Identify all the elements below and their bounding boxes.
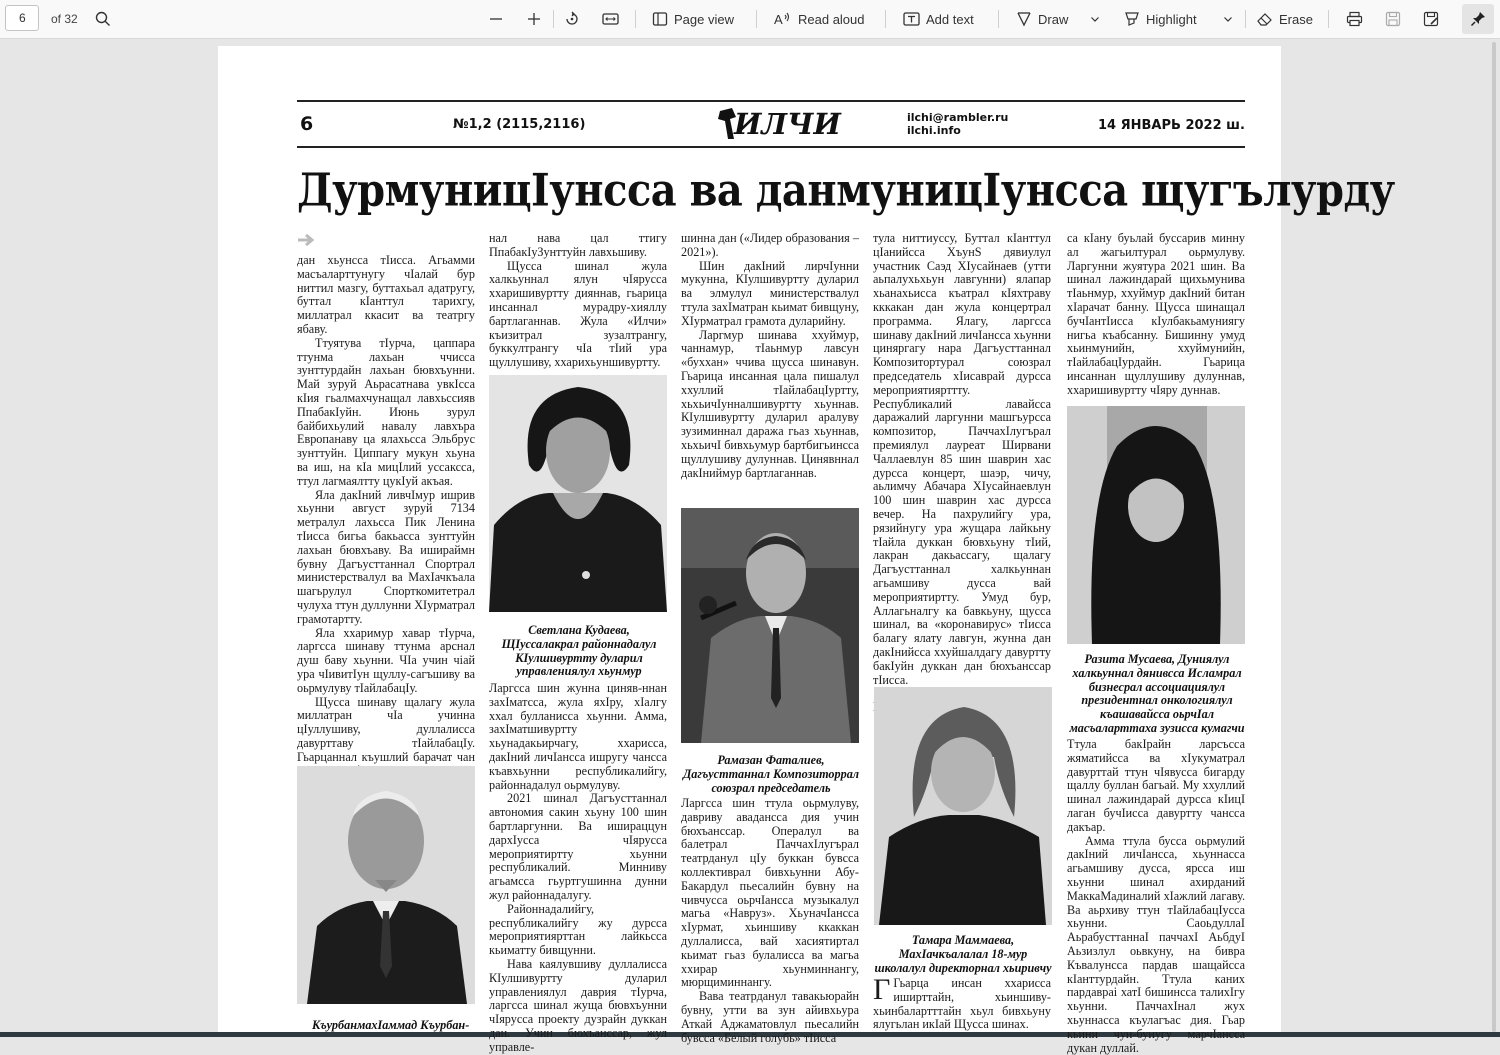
logo-text: ИЛЧИ [734,107,841,141]
read-aloud-label: Read aloud [798,11,865,27]
erase-icon [1256,11,1273,27]
highlight-chevron-down-icon[interactable] [1223,0,1233,38]
col1-paragraph: Яла дакIний ливчIмур ишрив хьунни август зуруй 7134 метралул лахьсса Пик Ленина тIисса бигьа бакьасса зунттуйн лахьан бювхъаву. Ва ишираймн бувну Дагъусттаннал Спортрал министерствалул ва МахIачкъала шагьрулул Спорткомитетрал чулуха ттун дуллунни ХIурматрал грамотартту. [297,487,475,626]
newspaper-page-number: 6 [300,113,314,135]
col2-paragraph: Щусса шинал жула халкьуннал ялун чIярусса ххаришивуртту дияннав, гьарица инсаннал мурадру-хияллу бартлаганнав. Жула «Илчи» къизитрал зузалтрангу, буккултрангу чIа тIий ура щуллушиву, ххарихьуншивуртту. [489,258,667,370]
erase-label: Erase [1279,11,1313,27]
page-view-button[interactable] [652,0,734,38]
save-icon[interactable] [1385,0,1401,38]
toolbar [0,0,1500,39]
col3-paragraph: Ларгмур шинава ххуймур, чаннамур, тIаьнмур лавсун «буххан» ччива щусса шинавун. Гьарица инсанная цала пишалул ххуллий тIайлабацIуртту, хьхьичIунналшивуртту хьуннав. КIулшивуртту дуларил аралуву зузиминнал даража гьаз хьуннав, хьхьичI бивхьумур бартбигьинсса щуллушиву дулуннав. Цинявннал дакIниймур бартлаганнав. [681,327,859,480]
continuation-arrow-icon [297,232,475,254]
caption-tamara-mammaeva: Тамара Маммаева, МахIачкъалалал 18-мур школалул директорнал хьиривчу [874,933,1052,975]
zoom-out-icon[interactable] [488,0,504,38]
col3-paragraph: шинна дан («Лидер образования – 2021»). [681,231,859,259]
caption-kurbanmahammad: КъурбанмахIаммад Къурбан- [312,1018,470,1032]
column-3-bottom [681,796,859,1045]
add-text-icon [903,11,920,27]
col1-paragraph: Яла ххаримур хавар тIурча, ларгсса шинаву ттунма арснал душ баву хьунни. ЧIа учин чiай ура чIивитIун щуллу-сагъшиву ва оьрмулуву тIайлабацIу. [297,625,475,695]
column-4-bottom [873,973,1051,1032]
caption-ramazan-fataliev: Рамазан Фаталиев, Дагъусттаннал Композиторрал союзрал председатель [682,753,860,795]
column-5-bottom [1067,737,1245,1055]
read-aloud-icon [774,11,792,27]
column-3-top [681,232,859,490]
website: ilchi.info [907,124,961,137]
page-view-icon [652,11,668,27]
save-as-icon[interactable] [1423,0,1439,38]
col3-paragraph: Ларгсса шин ттула оьрмулуву, давриву авадансса дия учин бюхъанссар. Опералул ва балетрал ПаччахIлугърал театрданул цIу буккан бувсса коллективрал бивхьунни Абу-Бакардул пьесалийн бувну на чивчусса оьрчIансса музыкалул магьа «Навруз». ХьуначIансса хIурмат, хьиншиву ккаккан дуллалисса, вай хасиятиртал кьимат гьаз булалисса ва магьа ххирар хьунминнангу, мюрщиминнангу. [681,796,859,990]
column-2-top [489,232,667,372]
pdf-page [218,46,1395,1055]
column-1 [297,232,475,764]
draw-icon [1016,11,1032,27]
page-total [51,0,78,38]
highlight-button[interactable] [1124,0,1197,38]
portrait-kurbanmahammad [297,766,475,1004]
portrait-ramazan-fataliev [681,508,859,743]
col2-paragraph: Районнадалийгу, республикалийгу жу дурсса мероприятиярттан лайкьсса кьиматту бивщунни. [489,901,667,958]
col4-paragraph: тула ниттиуссу, Буттал кIанттул цIанийсса ХъунS дявиулул участник Саэд ХIусайнаев (утти аьпалухьхьун лавгунни) ялапар хьанахьисса къатрал кIяхтраву кккакан дан жула концертрал программа. Ялагу, ларгсса шинаву дакIний личIансса хьунни циняргагу нара Дагъусттаннал Композитортурал союзрал председатель хIисаврай дурсса мероприятиярттту. Республикалий лавайсса даражалий ларгунни машгьурсса композитор, ПаччахIлугърал премиялул лауреат Ширвани Чаллаевлун 85 шин шаврин хас дурсса концерт, шаэр, чичу, аьлимчу Абачара ХIусайнаевлун 100 шин шаврин хас дурсса вечер. На пахрулийгу ура, рязийнугу ура жущара лайкьну тIайла дуккан бювхьуну тIий, лакран дакьассагу, щалагу Дагъусттаннал халкьуннан агьамшиву дусса вай мероприятиртту. Умуд бур, Аллагьналгу ка бавкьуну, щусса шинал, ва «коронавирус» тIисса балагу ялату лавгун, жунна дан дакIнийсса ххуйшалдагу давуртту бакIуйн дуккан дан бюхъанссар тIисса. [873,231,1051,687]
highlight-label: Highlight [1146,11,1197,27]
draw-label: Draw [1038,11,1069,27]
col2-paragraph: 2021 шинал Дагъусттаннал автономия сакин хьуну 100 шин бартларгунни. Ва ишираццун дархIусса чIярусса мероприятиртту хьунни республикалий. Минниву агьамсса гьуртгушинна дунни жул районнадалугу. [489,791,667,902]
page-total-label: of 32 [51,12,78,26]
portrait-tamara-mammaeva [874,687,1052,925]
col5-paragraph: Амма ттула бусса оьрмулий дакIний личIансса, хьуннасса агьамшиву дусса, ярсса иш хьунни шинал ахирданий МаккаМадиналий хIажлий лагаву. Ва аьрхиву ттун тIайлабацIусса хьунни. СаоьдуллаI АьрабусттаннаI паччахI АьбдуI Аьзизлул оьвкуну, на бивра Къвалунсса пардав шащайсса кIанттурдайн. Ттула каних пардавраi хатI бишинсса талихIгу хьунни. ПаччахIнал жух хьуннасса къулагъас дия. Гьар кьини чун-бунугу марчIансса дукан дуллай. [1067,833,1245,1055]
issue-date: 14 ЯНВАРЬ 2022 ш. [1098,118,1245,133]
page-view-label: Page view [674,11,734,27]
caption-razita-musaeva: Разита Мусаева, Дуниялул халкьуннал дянивсса Исламрал бизнесрал ассоциациялул президентнал онкологиялул къашавайсса оьрчIал масъаларттаха зузисса кумагчи [1069,652,1245,735]
pin-icon[interactable] [1462,4,1494,34]
erase-button[interactable] [1256,0,1313,38]
column-5-top [1067,232,1245,398]
col2-paragraph: Нава каялувшиву дуллалисса КIулшивуртту дуларил управлениялул даврия тIурча, ларгсса шинал жуща бювхъунни чIярусса проекту дузрайн дуккан дан. Учин бюхъанссар, жул управле- [489,956,667,1054]
draw-chevron-down-icon[interactable] [1090,0,1100,38]
col5-paragraph: Ттула бакIрайн ларсъсса жяматийсса ва хIукуматрал давурттай ттун чIявусса бигарду щаллу буллан багьай. Му ххуллий шинал лажиндарай дурсса кIицI лаган бучIисса давуртту чансса дакъар. [1067,737,1245,834]
col4-paragraph-text: Гьарца инсан ххарисса иширттайн, хьиншиву-хьинбалартттайн хьул бивхьуну ялугьлан икIай Щусса шинах. [873,976,1051,1032]
column-4-top [873,231,1051,687]
col2-paragraph: Ларгсса шин жунна циняв-ннан захIматсса, жула яхIру, хIалгу ххал булланисса хьунни. Амма, захIматшивуртту хьунадакьирчагу, ххарисса, дакIний личIансса ишругу чансса къавхьунни республикалийгу, районнадалул оьрмулуву. [489,681,667,792]
col1-paragraph: дан хьунсса тIисса. Агьамми масъаларттунугу чIалай бур ниттил мазгу, буттахьал адатругу, буттал кIанттул тарихгу, миллатрал ккасит ва театргу ябаву. [297,253,475,336]
col1-paragraph: Ттуятува тIурча, цаппара ттунма лахьан ччисса зунттурдайн лахьан бювхъунни. Май зуруй Аьрасатнава увкIсса кIия гьалмахчунащал лавхьссияв ПпабакIуйн. Июнь зурул байбихьулий навалу лавхъра Европанаву ца ялахьсса Эльбрус зунттуйн. Циппагу мукун хьуна ва иш, на кIа мицIлий уссаксса, ттул лагмаялтту цукIуй акъая. [297,335,475,488]
ilchi-logo [718,105,841,141]
page-headline: ДурмуницIунсса ва данмуницIунсса щугълурду [297,164,1395,217]
col5-paragraph: са кIану буьлай буссарив минну ал жагьилтурал оьрмулуву. Ларгунни жуятура 2021 шин. Ва шинал лажиндарай щихьмунива тIаьнмур, ххуймур дакIний битан хIарачат банну. Щусса шинащал бучIантIисса кIулбакьамуниягу нигьа къабсанну. Бишинну умуд хьинмунийн, ххуймунийн, тIайлабацIурдайн. Гьарица инсаннан щуллушиву дулуннав, ххаришивуртту чIяру дуннав. [1067,231,1245,397]
col4-paragraph: Г Гьарца инсан ххарисса иширттайн, хьиншиву-хьинбалартттайн хьул бивхьуну ялугьлан икIай Щусса шинах. [873,973,1051,1032]
rotate-icon[interactable] [564,0,580,38]
print-icon[interactable] [1346,0,1363,38]
fit-width-icon[interactable] [602,0,619,38]
highlight-icon [1124,11,1140,27]
col2-paragraph: нал нава цал ттигу ПпабакIуЗунттуйн лавхьшиву. [489,231,667,259]
col3-paragraph: Шин дакIний лирчIунни мукунна, КIулшивуртту дуларил ва элмулул министерствалул ттула захIматран кьимат бивщуну, ХIурматрал грамота дуларийну. [681,258,859,328]
page-number-input[interactable]: 6 [5,5,39,31]
email: ilchi@rambler.ru [907,111,1009,124]
search-icon[interactable] [95,0,111,38]
scrollbar[interactable] [1492,42,1496,1032]
draw-button[interactable] [1016,0,1068,38]
zoom-in-icon[interactable] [526,0,542,38]
read-aloud-button[interactable] [774,0,865,38]
col3-paragraph: Вава театрданул тавакьюрайн бувну, утти ва зун айивхьура Аткай Аджаматовлул пьесалийн бувсса «Белый голубь» тIисса [681,989,859,1045]
col1-paragraph: Щусса шинаву щалагу жула миллатран чIа учинна цIуллушиву, дуллалисса давурттаву тIайлабацIу. Гьарцаннал къушлий барачат чан [297,694,475,764]
column-2-bottom [489,681,667,1054]
add-text-button[interactable] [903,0,974,38]
portrait-razita-musaeva [1067,406,1245,644]
issue-number: №1,2 (2115,2116) [453,117,586,132]
svg-text:A: A [774,12,783,27]
add-text-label: Add text [926,11,974,27]
caption-svetlana-kudaeva: Светлана Кудаева, ЩIуссалакрал районнадалул КIулшивуртту дуларил управлениялул хьунмур [501,623,657,679]
portrait-svetlana-kudaeva [489,375,667,612]
